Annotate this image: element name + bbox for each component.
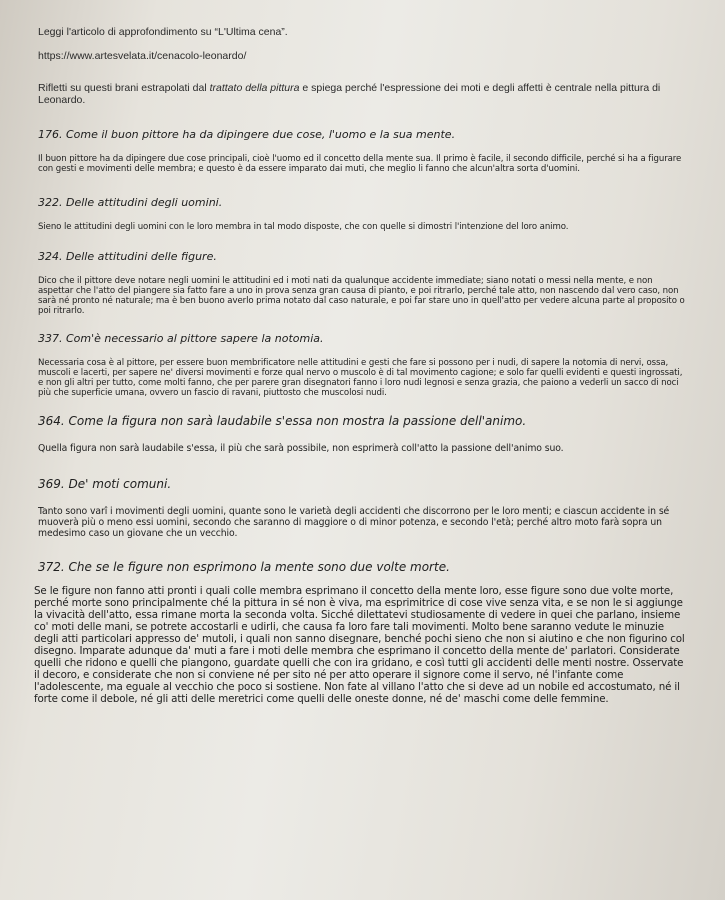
passage-337 bbox=[38, 332, 689, 398]
passage-heading: 337. Com'è necessario al pittore sapere la notomia. bbox=[38, 332, 324, 345]
passage-heading: 369. De' moti comuni. bbox=[38, 477, 172, 491]
task-text-end: e spiega perché l'espressione dei moti e degli affetti è centrale nella pittura di Leonardo. bbox=[38, 82, 661, 106]
passage-text: Sieno le attitudini degli uomini con le loro membra in tal modo disposte, che con quelle si dimostri l'intenzione del loro animo. bbox=[38, 222, 569, 232]
passage-text: Necessaria cosa è al pittore, per essere buon membrificatore nelle attitudini e gesti che fare si possono per i nudi, di sapere la notomia di nervi, ossa, muscoli e lacerti, per sapere ne' diversi movimenti e forze qual nervo o muscolo è di tal movimento cagione; e solo far quelli evidenti e questi ingrossati, e non gli altri per tutto, come molti fanno, che per parere gran disegnatori fanno i loro nudi legnosi e senza grazia, che paiono a vederli un sacco di noci più che superficie umana, ovvero un fascio di ravani, piuttosto che muscolosi nudi. bbox=[38, 358, 683, 398]
passage-heading: 324. Delle attitudini delle figure. bbox=[38, 250, 217, 263]
passage-heading: 372. Che se le figure non esprimono la mente sono due volte morte. bbox=[38, 560, 450, 574]
assignment-intro bbox=[38, 26, 689, 106]
passage-364 bbox=[38, 414, 689, 454]
passage-text: Dico che il pittore deve notare negli uomini le attitudini ed i moti nati da qualunque accidente immediate; siano notati o messi nella mente, e non aspettar che l'atto del piangere sia fatto fare a uno in prova senza gran causa di pianto, e poi ritrarlo, perché tale atto, non nascendo dal vero caso, non sarà né pronto né naturale; ma è ben buono averlo prima notato dal caso naturale, e poi far stare uno in quell'atto per vedere alcuna parte al proposito o poi ritrarlo. bbox=[38, 276, 685, 316]
passage-heading: 322. Delle attitudini degli uomini. bbox=[38, 196, 223, 209]
assignment-instruction: Leggi l'articolo di approfondimento su “L'Ultima cena”. bbox=[38, 26, 288, 38]
passage-heading: 176. Come il buon pittore ha da dipingere due cose, l'uomo e la sua mente. bbox=[38, 128, 456, 141]
passage-heading: 364. Come la figura non sarà laudabile s'essa non mostra la passione dell'animo. bbox=[38, 414, 527, 428]
task-text-start: Rifletti su questi brani estrapolati dal bbox=[38, 82, 210, 94]
passage-369 bbox=[38, 477, 689, 539]
passage-text: Il buon pittore ha da dipingere due cose principali, cioè l'uomo ed il concetto della mente sua. Il primo è facile, il secondo difficile, perché si ha a figurare con gesti e movimenti delle membra; e questo è da essere imparato dai muti, che meglio li fanno che alcun'altra sorta d'uomini. bbox=[38, 154, 682, 174]
passage-text: Tanto sono varî i movimenti degli uomini, quante sono le varietà degli accidenti che discorrono per le loro menti; e ciascun accidente in sé muoverà più o meno essi uomini, secondo che saranno di maggiore o di minor potenza, e secondo l'età; perché altro moto farà sopra un medesimo caso un giovane che un vecchio. bbox=[38, 506, 670, 539]
passage-text: Se le figure non fanno atti pronti i quali colle membra esprimano il concetto della mente loro, esse figure sono due volte morte, perché morte sono principalmente ché la pittura in sé non è viva, ma esprimitrice di cose vive senza vita, e se non le si aggiunge la vivacità dell'atto, essa rimane morta la seconda volta. Sicché dilettatevi studiosamente di vedere in quei che parlano, insieme co' moti delle mani, se potrete accostarli e udirli, che causa fa loro fare tali movimenti. Molto bene saranno vedute le minuzie degli atti particolari appresso de' mutoli, i quali non sanno disegnare, benché pochi sieno che non si aiutino e che non figurino col disegno. Imparate adunque da' muti a fare i moti delle membra che esprimano il concetto della mente de' parlatori. Considerate quelli che ridono e quelli che piangono, guardate quelli che con ira gridano, e così tutti gli accidenti delle menti nostre. Osservate il decoro, e considerate che non si conviene né per sito né per atto operare il signore come il servo, né l'infante come l'adolescente, ma eguale al vecchio che poco si sostiene. Non fate al villano l'atto che si deve ad un nobile ed accostumato, né il forte come il debole, né gli atti delle meretrici come quelli delle oneste donne, né de' maschi come delle femmine. bbox=[34, 585, 685, 705]
article-url: https://www.artesvelata.it/cenacolo-leonardo/ bbox=[38, 50, 247, 62]
passage-176 bbox=[38, 128, 689, 174]
passage-322 bbox=[38, 196, 689, 232]
passage-324 bbox=[38, 250, 689, 316]
task-text-italic: trattato della pittura bbox=[209, 82, 300, 94]
passage-372 bbox=[34, 560, 689, 705]
passage-text: Quella figura non sarà laudabile s'essa, il più che sarà possibile, non esprimerà coll'atto la passione dell'animo suo. bbox=[38, 443, 564, 454]
assignment-task bbox=[38, 82, 689, 106]
